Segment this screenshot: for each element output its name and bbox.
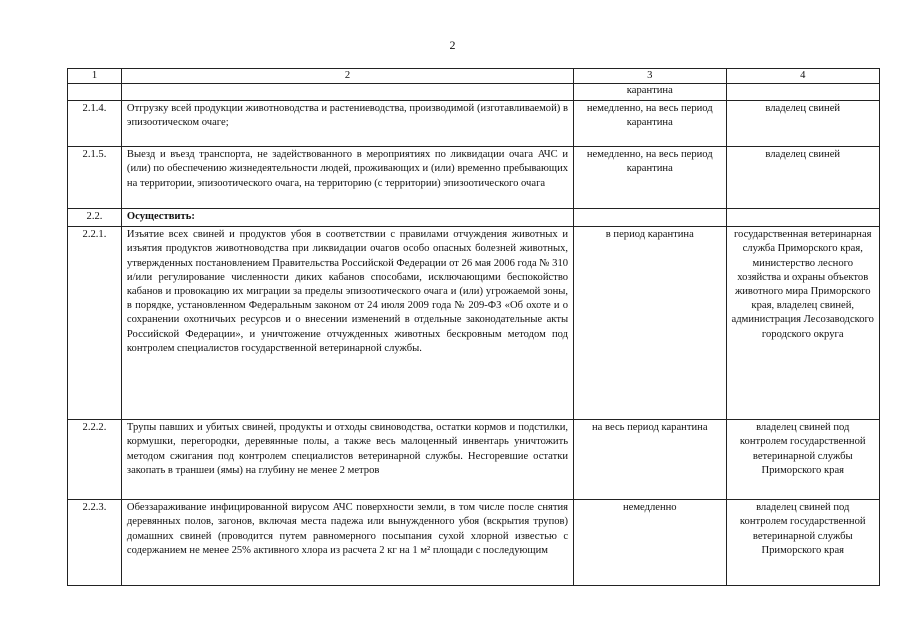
row-responsible: владелец свиней под контролем государственной ветеринарной службы Приморского края (726, 420, 880, 500)
row-term (574, 209, 726, 227)
header-col-4: 4 (726, 69, 880, 84)
row-text: Выезд и въезд транспорта, не задействованного в мероприятиях по ликвидации очага АЧС и (или) по обеспечению жизнедеятельности людей, проживающих и (или) временно пребывающих на территории, эпизоотического очага, на территорию (с территории) эпизоотического очага (121, 147, 573, 209)
table-row (68, 101, 880, 147)
row-responsible: владелец свиней (726, 147, 880, 209)
row-text (121, 84, 573, 101)
table-row (68, 227, 880, 420)
section-heading: Осуществить: (121, 209, 573, 227)
row-number: 2.2. (68, 209, 122, 227)
row-number (68, 84, 122, 101)
row-term: немедленно, на весь период карантина (574, 147, 726, 209)
row-responsible: государственная ветеринарная служба Приморского края, министерство лесного хозяйства и охраны объектов животного мира Приморского края, владелец свиней, администрация Лесозаводского городского округа (726, 227, 880, 420)
row-text: Отгрузку всей продукции животноводства и растениеводства, производимой (изготавливаемой) в эпизоотическом очаге; (121, 101, 573, 147)
table-row (68, 147, 880, 209)
row-number: 2.2.2. (68, 420, 122, 500)
table-row (68, 500, 880, 586)
table-header-row (68, 69, 880, 84)
table-row (68, 209, 880, 227)
row-number: 2.2.1. (68, 227, 122, 420)
header-col-1: 1 (68, 69, 122, 84)
header-col-2: 2 (121, 69, 573, 84)
row-number: 2.2.3. (68, 500, 122, 586)
header-col-3: 3 (574, 69, 726, 84)
row-responsible (726, 209, 880, 227)
table-row (68, 84, 880, 101)
row-term: немедленно (574, 500, 726, 586)
row-responsible: владелец свиней (726, 101, 880, 147)
row-text: Изъятие всех свиней и продуктов убоя в соответствии с правилами отчуждения животных и изъятия продуктов животноводства при ликвидации очагов особо опасных болезней животных, утвержденных постановлением Правительства Российской Федерации от 26 мая 2006 года № 310 и/или регулирование численности диких кабанов способами, исключающими беспокойство кабанов и провокацию их миграции за пределы эпизоотического очага и (или) угрожаемой зоны, в порядке, установленном Федеральным законом от 24 июля 2009 года № 209-ФЗ «Об охоте и о сохранении охотничьих ресурсов и о внесении изменений в отдельные законодательные акты Российской Федерации», и уничтожение отчужденных животных бескровным методом под контролем специалистов государственной ветеринарной службы. (121, 227, 573, 420)
measures-table (67, 68, 880, 586)
row-number: 2.1.5. (68, 147, 122, 209)
table-row (68, 420, 880, 500)
row-term: в период карантина (574, 227, 726, 420)
row-text: Обеззараживание инфицированной вирусом АЧС поверхности земли, в том числе после снятия деревянных полов, загонов, включая места падежа или вынужденного убоя (вскрытия трупов) домашних свиней (проводится путем равномерного посыпания сухой хлорной известью с содержанием не менее 25% активного хлора из расчета 2 кг на 1 м² площади с последующим (121, 500, 573, 586)
row-term: немедленно, на весь период карантина (574, 101, 726, 147)
page-number: 2 (449, 38, 456, 52)
row-number: 2.1.4. (68, 101, 122, 147)
row-responsible: владелец свиней под контролем государственной ветеринарной службы Приморского края (726, 500, 880, 586)
row-term: карантина (574, 84, 726, 101)
row-responsible (726, 84, 880, 101)
row-text: Трупы павших и убитых свиней, продукты и отходы свиноводства, остатки кормов и подстилки, кормушки, перегородки, деревянные полы, а также весь малоценный инвентарь уничтожить методом сжигания под контролем специалистов ветеринарной службы. Несгоревшие остатки закопать в траншеи (ямы) на глубину не менее 2 метров (121, 420, 573, 500)
row-term: на весь период карантина (574, 420, 726, 500)
